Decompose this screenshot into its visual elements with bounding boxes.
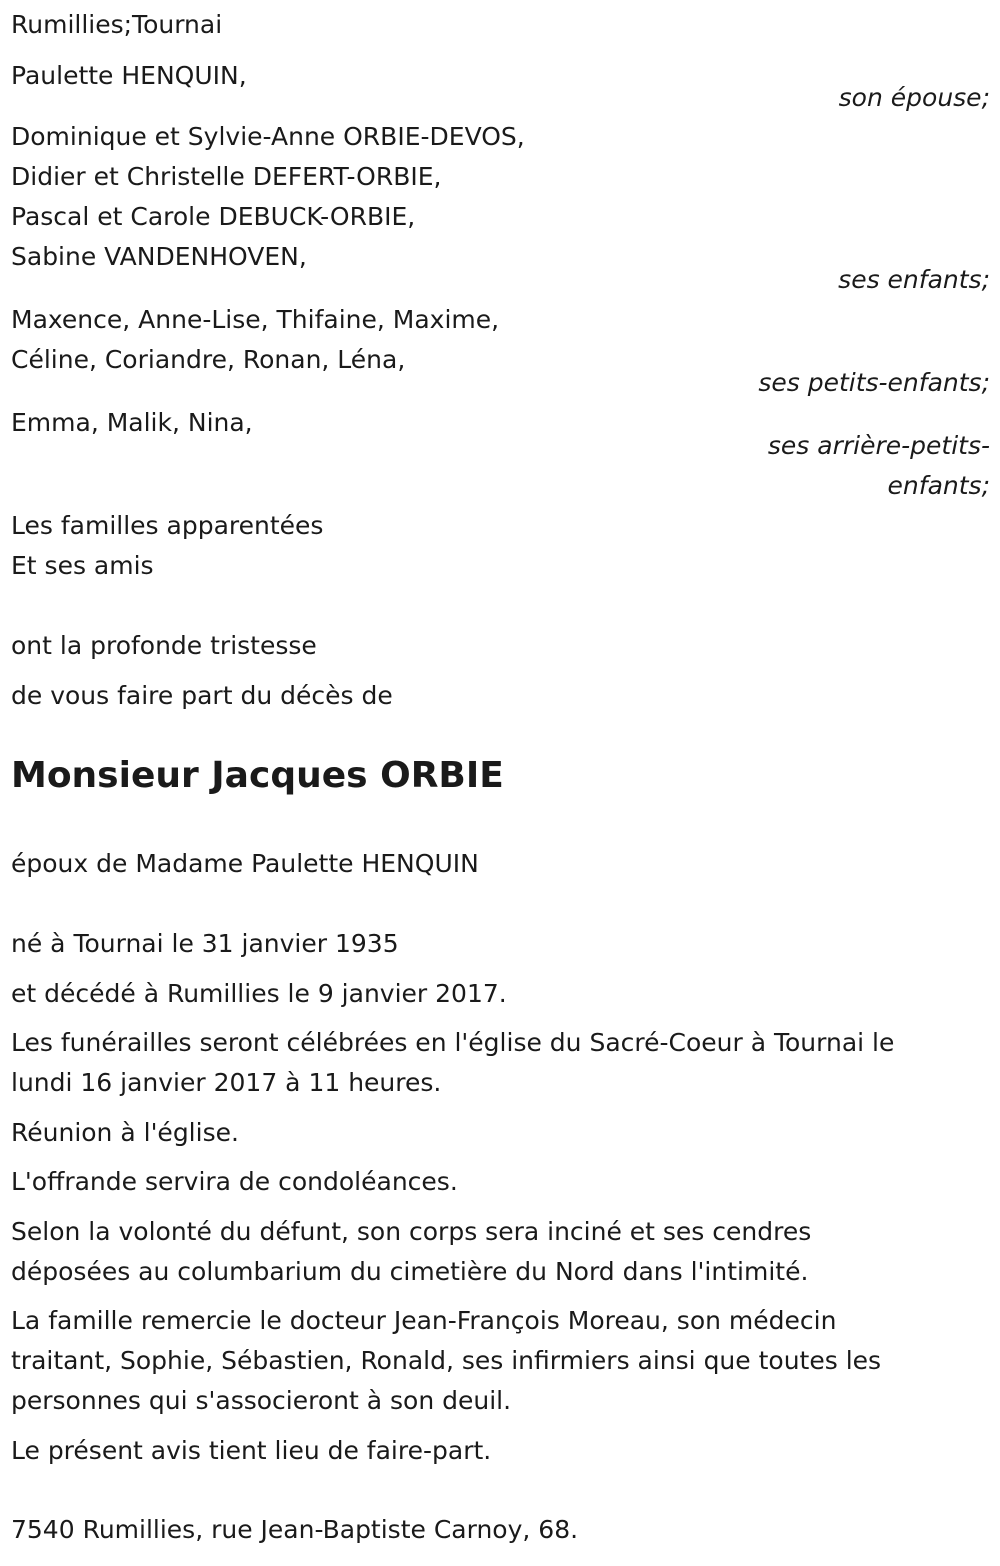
deceased-spouse-line: époux de Madame Paulette HENQUIN [11, 849, 479, 878]
death-line: et décédé à Rumillies le 9 janvier 2017. [11, 979, 507, 1008]
child-line: Pascal et Carole DEBUCK-ORBIE, [11, 202, 416, 231]
others-line: Et ses amis [11, 551, 154, 580]
grandchild-line: Céline, Coriandre, Ronan, Léna, [11, 345, 406, 374]
thanks-line: traitant, Sophie, Sébastien, Ronald, ses infirmiers ainsi que toutes les [11, 1346, 882, 1375]
child-line: Dominique et Sylvie-Anne ORBIE-DEVOS, [11, 122, 525, 151]
grandchildren-role: ses petits-enfants; [758, 368, 990, 397]
spouse-name: Paulette HENQUIN, [11, 61, 247, 90]
cremation-line: Selon la volonté du défunt, son corps sera inciné et ses cendres [11, 1217, 812, 1246]
child-line: Didier et Christelle DEFERT-ORBIE, [11, 162, 442, 191]
children-role: ses enfants; [838, 265, 990, 294]
intro-line: ont la profonde tristesse [11, 631, 317, 660]
offering-line: L'offrande servira de condoléances. [11, 1167, 458, 1196]
great-grandchildren-role: ses arrière-petits- [767, 431, 990, 460]
grandchild-line: Maxence, Anne-Lise, Thifaine, Maxime, [11, 305, 500, 334]
deceased-name: Monsieur Jacques ORBIE [11, 755, 504, 796]
others-line: Les familles apparentées [11, 511, 324, 540]
intro-line: de vous faire part du décès de [11, 681, 393, 710]
child-line: Sabine VANDENHOVEN, [11, 242, 307, 271]
spouse-role: son épouse; [838, 83, 990, 112]
funeral-line: Les funérailles seront célébrées en l'église du Sacré-Coeur à Tournai le [11, 1028, 895, 1057]
address-line: 7540 Rumillies, rue Jean-Baptiste Carnoy, 68. [11, 1515, 579, 1544]
header-location: Rumillies;Tournai [11, 10, 223, 39]
thanks-line: personnes qui s'associeront à son deuil. [11, 1386, 512, 1415]
thanks-line: La famille remercie le docteur Jean-François Moreau, son médecin [11, 1306, 837, 1335]
great-grandchildren-role: enfants; [887, 471, 990, 500]
cremation-line: déposées au columbarium du cimetière du Nord dans l'intimité. [11, 1257, 809, 1286]
funeral-line: lundi 16 janvier 2017 à 11 heures. [11, 1068, 442, 1097]
notice-line: Le présent avis tient lieu de faire-part. [11, 1436, 492, 1465]
meeting-line: Réunion à l'église. [11, 1118, 239, 1147]
great-grandchild-line: Emma, Malik, Nina, [11, 408, 253, 437]
birth-line: né à Tournai le 31 janvier 1935 [11, 929, 399, 958]
